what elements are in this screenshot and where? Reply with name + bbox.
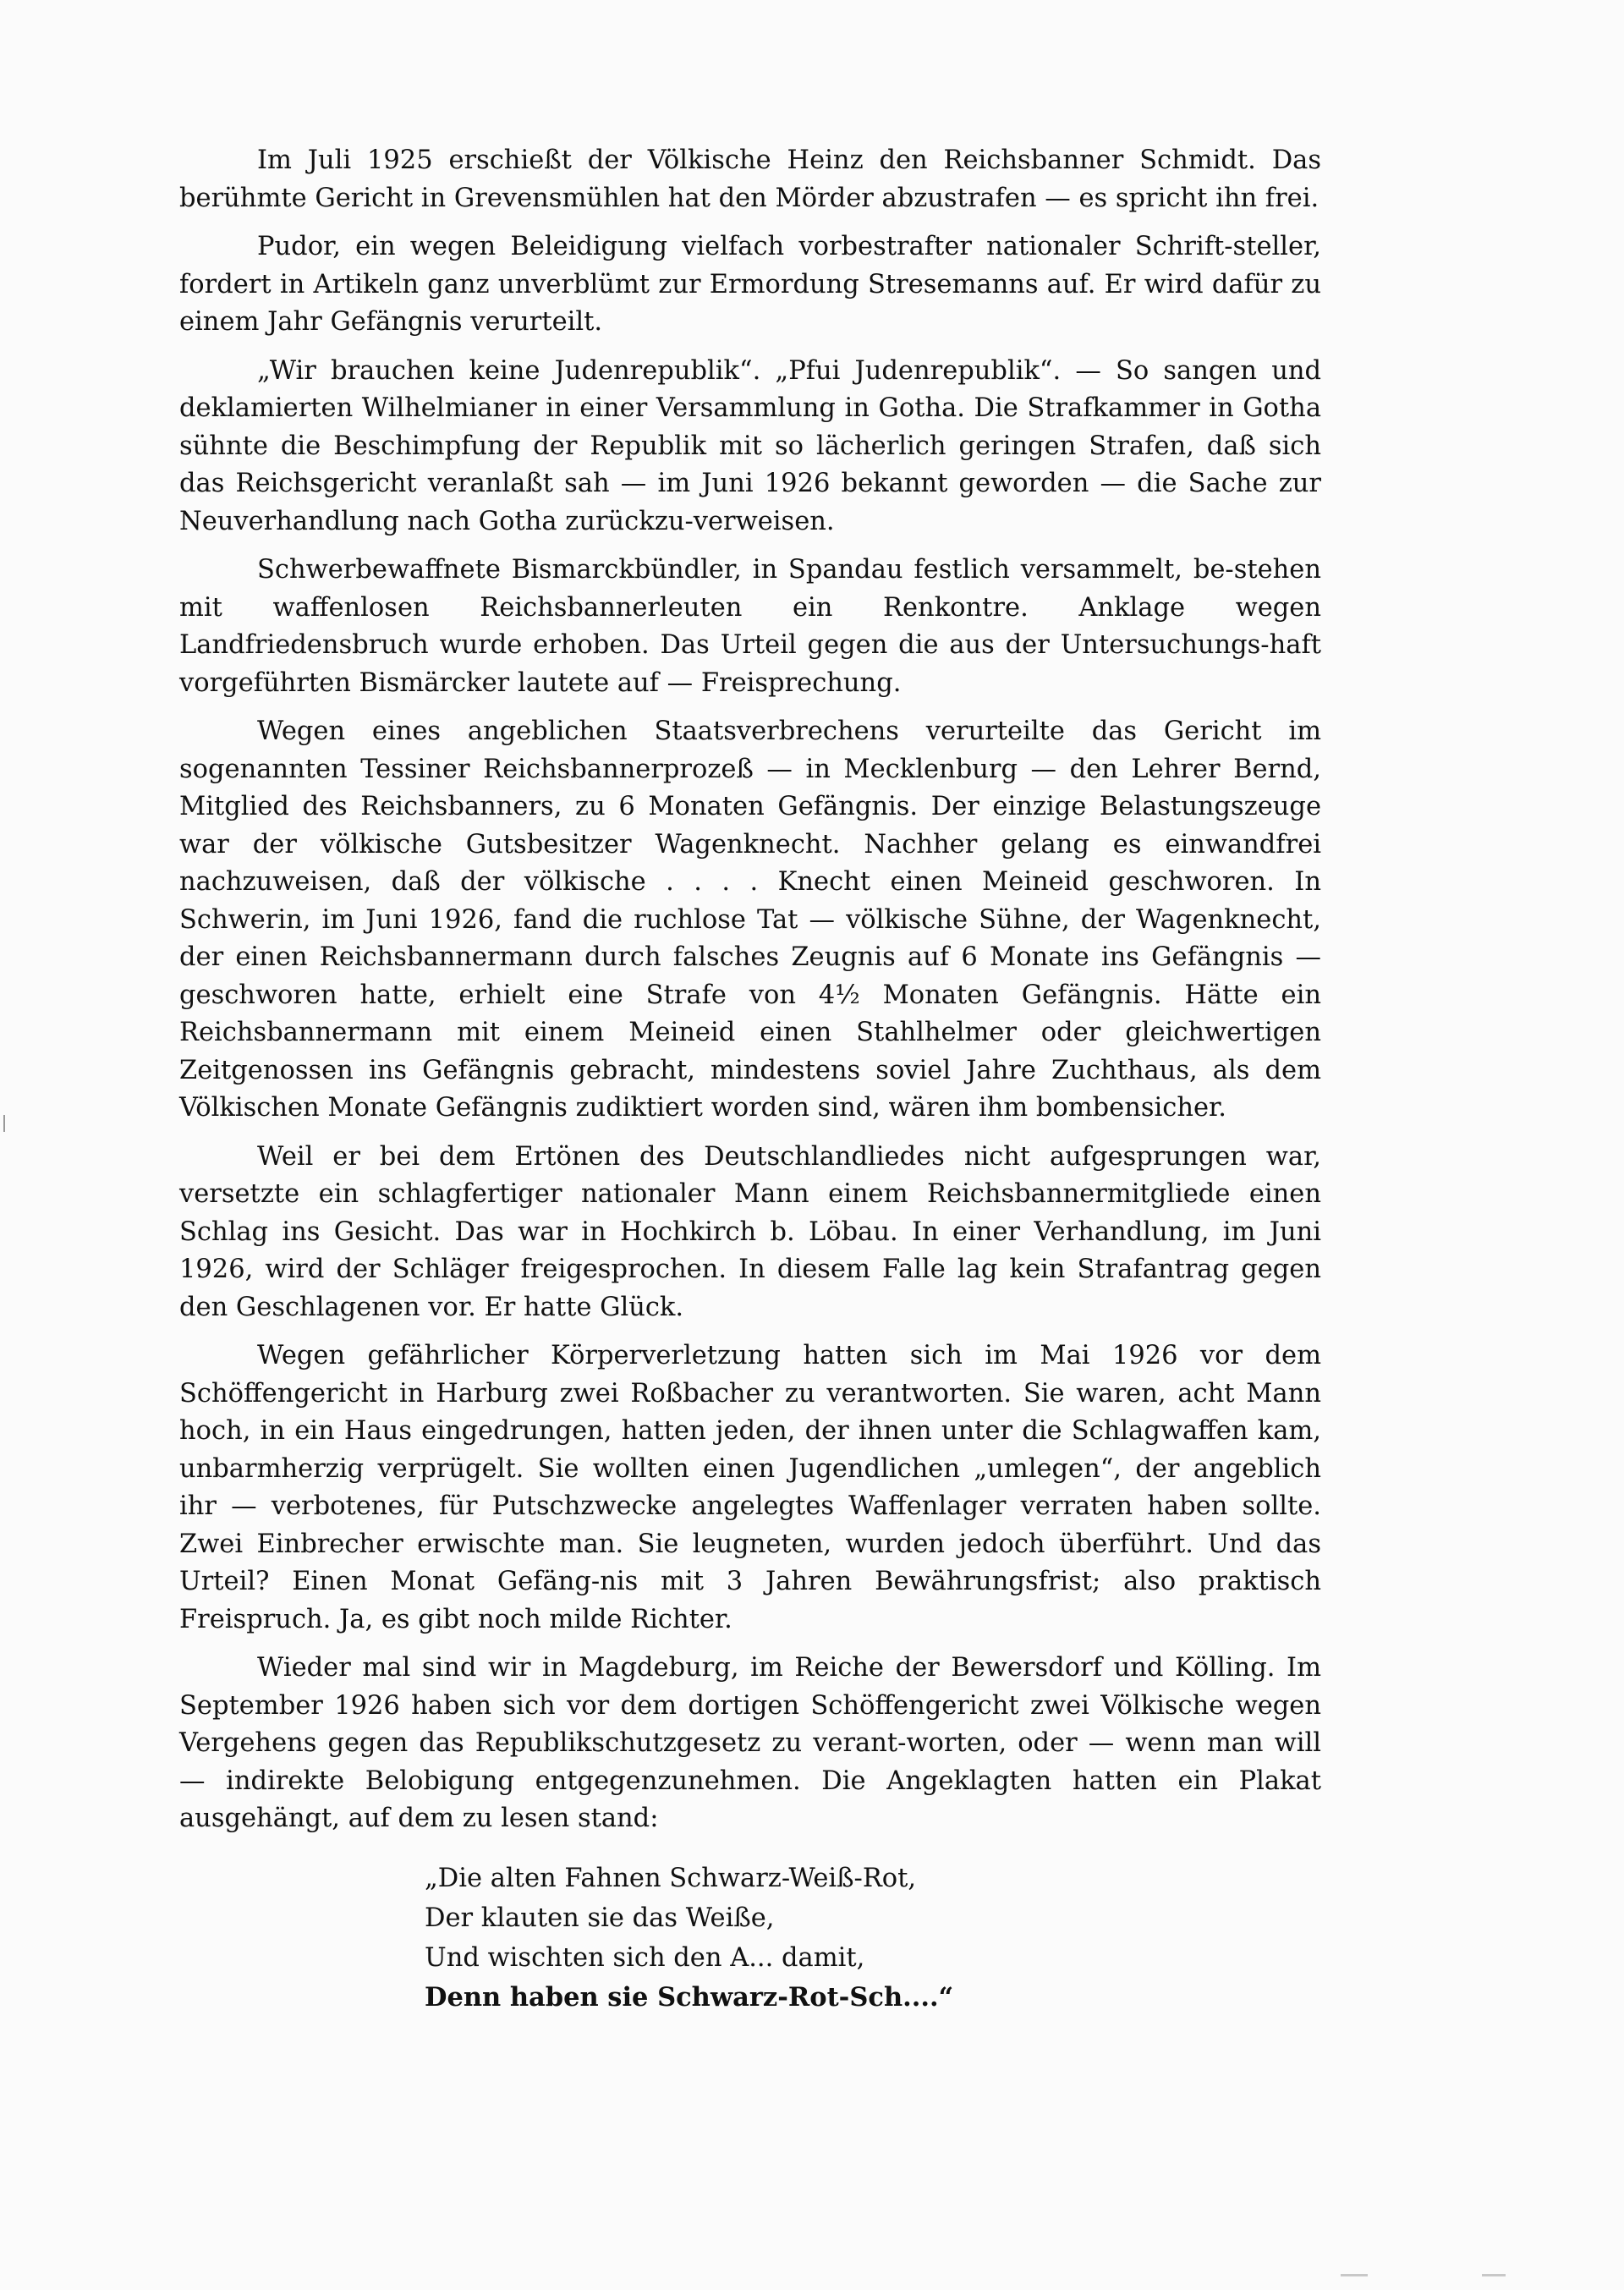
paragraph-gotha-case: „Wir brauchen keine Judenrepublik“. „Pfui Judenrepublik“. — So sangen und deklamierten Wilhelmianer in einer Versammlung in Gotha. Die Strafkammer in Gotha sühnte die Beschimpfung der Republik mit so lächerlich geringen Strafen, daß sich das Reichsgericht veranlaßt sah — im Juni 1926 bekannt geworden — die Sache zur Neuverhandlung nach Gotha zurückzu-verweisen.	[179, 355, 1321, 536]
paragraph-hochkirch-case: Weil er bei dem Ertönen des Deutschlandliedes nicht aufgesprungen war, versetzte ein schlagfertiger nationaler Mann einem Reichsbannermitgliede einen Schlag ins Gesicht. Das war in Hochkirch b. Löbau. In einer Verhandlung, im Juni 1926, wird der Schläger freigesprochen. In diesem Falle lag kein Strafantrag gegen den Geschlagenen vor. Er hatte Glück.	[179, 1141, 1321, 1322]
paragraph-tessin-case: Wegen eines angeblichen Staatsverbrechens verurteilte das Gericht im sogenannten Tessiner Reichsbannerprozeß — in Mecklenburg — den Lehrer Bernd, Mitglied des Reichsbanners, zu 6 Monaten Gefängnis. Der einzige Belastungszeuge war der völkische Gutsbesitzer Wagenknecht. Nachher gelang es einwandfrei nachzuweisen, daß der völkische . . . . Knecht einen Meineid geschworen. In Schwerin, im Juni 1926, fand die ruchlose Tat — völkische Sühne, der Wagenknecht, der einen Reichsbannermann durch falsches Zeugnis auf 6 Monate ins Gefängnis — geschworen hatte, erhielt eine Strafe von 4½ Monaten Gefängnis. Hätte ein Reichsbannermann mit einem Meineid einen Stahlhelmer oder gleichwertigen Zeitgenossen ins Gefängnis gebracht, mindestens soviel Jahre Zuchthaus, als dem Völkischen Monate Gefängnis zudiktiert worden sind, wären ihm bombensicher.	[179, 717, 1321, 1123]
poem-line: „Die alten Fahnen Schwarz-Weiß-Rot,	[425, 1863, 917, 1893]
document-body	[179, 142, 1321, 2018]
poem-line: Denn haben sie Schwarz-Rot-Sch....“	[425, 1981, 954, 2013]
bottom-edge-mark	[1482, 2274, 1506, 2276]
paragraph-magdeburg-case: Wieder mal sind wir in Magdeburg, im Reiche der Bewersdorf und Kölling. Im September 1926 haben sich vor dem dortigen Schöffengericht zwei Völkische wegen Vergehens gegen das Republikschutzgesetz zu verant-worten, oder — wenn man will — indirekte Belobigung entgegenzunehmen. Die Angeklagten hatten ein Plakat ausgehängt, auf dem zu lesen stand:	[179, 1653, 1321, 1833]
paragraph-schmidt-case: Im Juli 1925 erschießt der Völkische Heinz den Reichsbanner Schmidt. Das berühmte Gericht in Grevensmühlen hat den Mörder abzustrafen — es spricht ihn frei.	[179, 146, 1321, 213]
poem-line: Und wischten sich den A... damit,	[425, 1942, 865, 1973]
margin-mark	[3, 1115, 12, 1132]
quoted-poster-verse	[425, 1859, 1321, 2018]
paragraph-spandau-case: Schwerbewaffnete Bismarckbündler, in Spandau festlich versammelt, be-stehen mit waffenlosen Reichsbannerleuten ein Renkontre. Anklage wegen Landfriedensbruch wurde erhoben. Das Urteil gegen die aus der Untersuchungs-haft vorgeführten Bismärcker lautete auf — Freisprechung.	[179, 555, 1321, 698]
bottom-edge-mark	[1341, 2274, 1368, 2276]
paragraph-pudor-case: Pudor, ein wegen Beleidigung vielfach vorbestrafter nationaler Schrift-steller, fordert in Artikeln ganz unverblümt zur Ermordung Stresemanns auf. Er wird dafür zu einem Jahr Gefängnis verurteilt.	[179, 232, 1321, 337]
paragraph-harburg-case: Wegen gefährlicher Körperverletzung hatten sich im Mai 1926 vor dem Schöffengericht in Harburg zwei Roßbacher zu verantworten. Sie waren, acht Mann hoch, in ein Haus eingedrungen, hatten jeden, der ihnen unter die Schlagwaffen kam, unbarmherzig verprügelt. Sie wollten einen Jugendlichen „umlegen“, der angeblich ihr — verbotenes, für Putschzwecke angelegtes Waffenlager verraten haben sollte. Zwei Einbrecher erwischte man. Sie leugneten, wurden jedoch überführt. Und das Urteil? Einen Monat Gefäng-nis mit 3 Jahren Bewährungsfrist; also praktisch Freispruch. Ja, es gibt noch milde Richter.	[179, 1341, 1321, 1634]
poem-line: Der klauten sie das Weiße,	[425, 1903, 775, 1933]
